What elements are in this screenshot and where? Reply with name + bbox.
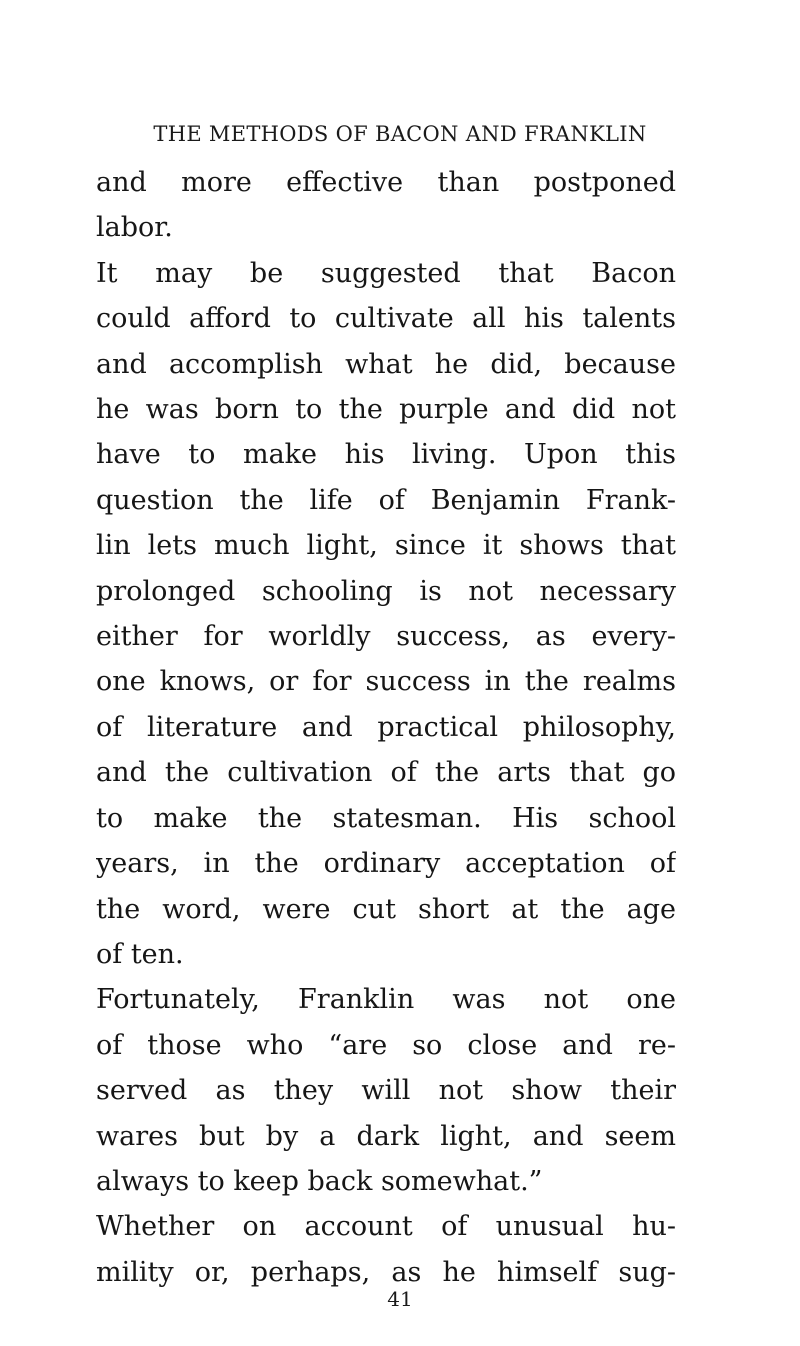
text-line: prolonged schooling is not necessary [96,575,676,607]
text-line: question the life of Benjamin Frank- [96,484,676,516]
text-line: the word, were cut short at the age [96,893,676,925]
text-line: wares but by a dark light, and seem [96,1120,676,1152]
text-line: of literature and practical philosophy, [96,711,676,743]
text-line: of ten. [96,938,184,970]
text-line: mility or, perhaps, as he himself sug- [96,1256,676,1288]
text-line: always to keep back somewhat.” [96,1165,543,1197]
text-line: he was born to the purple and did not [96,394,676,426]
text-line: years, in the ordinary acceptation of [96,848,676,880]
text-line: have to make his living. Upon this [96,439,676,471]
text-line: and accomplish what he did, because [96,348,676,380]
text-line: Fortunately, Franklin was not one [96,984,676,1016]
text-line: could afford to cultivate all his talents [96,303,676,335]
body-text [96,160,676,1295]
text-line: labor. [96,212,173,244]
text-line: of those who “are so close and re- [96,1029,676,1061]
text-line: Whether on account of unusual hu- [96,1211,676,1243]
text-line: and the cultivation of the arts that go [96,757,676,789]
text-line: It may be suggested that Bacon [96,257,676,289]
running-head: THE METHODS OF BACON AND FRANKLIN [153,122,647,146]
text-line: either for worldly success, as every- [96,621,676,653]
text-line: served as they will not show their [96,1075,676,1107]
text-line: and more effective than postponed [96,167,676,198]
text-line: one knows, or for success in the realms [96,666,676,698]
page-number: 41 [387,1287,413,1311]
text-line: lin lets much light, since it shows that [96,530,676,562]
text-line: to make the statesman. His school [96,802,676,834]
